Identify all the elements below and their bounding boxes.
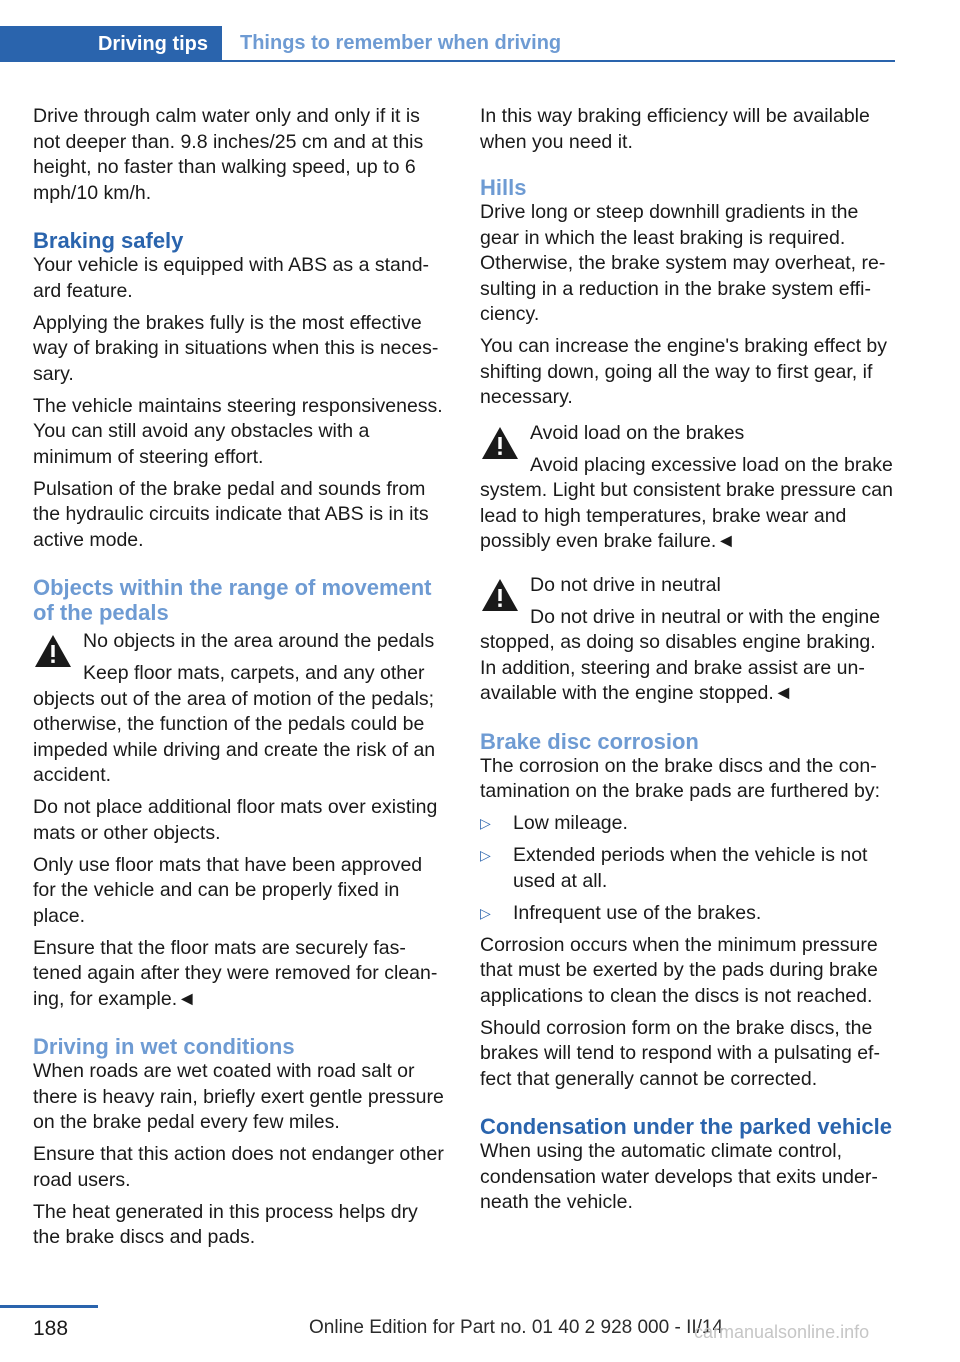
paragraph: Should corrosion form on the brake discs, the brakes will tend to respond with a pulsating effect that generally cannot be corrected. (480, 1016, 880, 1090)
triangle-bullet-icon: ▷ (480, 904, 491, 921)
heading-braking-safely: Braking safely (33, 228, 184, 253)
corrosion-list (480, 811, 895, 926)
warning-body: Do not drive in neutral or with the engine stopped, as doing so disables engine braking. In addition, steering and brake assist are unavailable with the engine stopped.◄ (480, 605, 881, 704)
watermark: carmanualsonline.info (694, 1322, 870, 1342)
paragraph: Ensure that the floor mats are securely fastened again after they were removed for cleaning, for example.◄ (33, 936, 438, 1010)
warning-title: Avoid load on the brakes (530, 421, 745, 444)
paragraph: The corrosion on the brake discs and the contamination on the brake pads are furthered by: (480, 754, 880, 802)
paragraph: Only use floor mats that have been approved for the vehicle and can be properly fixed in place. (33, 853, 423, 927)
warning-body: Avoid placing excessive load on the brake system. Light but consistent brake pressure can lead to high temperatures, brake wear and possibly even brake failure.◄ (480, 453, 893, 552)
warning-neutral (480, 573, 895, 707)
footer-rule (0, 1305, 98, 1308)
heading-hills: Hills (480, 175, 527, 200)
warning-body: Keep floor mats, carpets, and any other objects out of the area of motion of the pedals; otherwise, the function of the pedals could be impeded while driving and create the risk of an accident. (33, 662, 436, 786)
triangle-bullet-icon: ▷ (480, 847, 491, 863)
paragraph: Drive long or steep downhill gradients in the gear in which the least braking is required. Otherwise, the brake system may overheat, resulting in a reduction in the brake system efficiency. (480, 201, 886, 325)
paragraph: Your vehicle is equipped with ABS as a standard feature. (33, 254, 430, 302)
warning-title: No objects in the area around the pedals (83, 630, 435, 652)
warning-triangle-icon (480, 577, 520, 613)
paragraph: Ensure that this action does not endanger other road users. (33, 1143, 444, 1191)
list-item: ▷ Extended periods when the vehicle is not used at all. (480, 844, 868, 892)
warning-title: Do not drive in neutral (530, 573, 721, 596)
warning-triangle-icon (480, 425, 520, 461)
right-column (480, 104, 895, 1222)
edition-note: Online Edition for Part no. 01 40 2 928 000 - II/14 (309, 1317, 724, 1338)
heading-condensation: Condensation under the parked vehicle (480, 1114, 892, 1139)
paragraph: The vehicle maintains steering responsiveness. You can still avoid any obstacles with a minimum of steering effort. (33, 394, 443, 468)
page-number: 188 (33, 1317, 69, 1340)
warning-brake-load (480, 421, 895, 555)
section-tab: Driving tips (0, 26, 222, 62)
paragraph: When using the automatic climate control, condensation water develops that exits underneath the vehicle. (480, 1140, 878, 1213)
header-rule (222, 60, 895, 62)
list-item: ▷ Low mileage. (480, 811, 895, 837)
heading-brake-disc-corrosion: Brake disc corrosion (480, 728, 699, 754)
water-paragraph: Drive through calm water only and only if it is not deeper than. 9.8 inches/25 cm and at this height, no faster than walking speed, up to 6 mph/10 km/h. (33, 105, 424, 204)
paragraph: Corrosion occurs when the minimum pressure that must be exerted by the pads during brake applications to clean the discs is not reached. (480, 933, 878, 1007)
efficiency-paragraph: In this way braking efficiency will be available when you need it. (480, 105, 870, 153)
topic-title: Things to remember when driving (240, 32, 562, 54)
left-column (33, 104, 448, 1257)
heading-wet-conditions: Driving in wet conditions (33, 1034, 295, 1059)
paragraph: Do not place additional floor mats over existing mats or other objects. (33, 796, 438, 844)
paragraph: Pulsation of the brake pedal and sounds from the hydraulic circuits indicate that ABS is in its active mode. (33, 477, 429, 551)
warning-pedals (33, 629, 448, 789)
page-header (0, 26, 895, 62)
list-item: ▷ Infrequent use of the brakes. (480, 901, 895, 927)
paragraph: You can increase the engine's braking effect by shifting down, going all the way to first gear, if necessary. (480, 335, 888, 408)
paragraph: The heat generated in this process helps dry the brake discs and pads. (33, 1200, 418, 1248)
paragraph: Applying the brakes fully is the most effective way of braking in situations when this is necessary. (33, 311, 439, 385)
heading-pedals: Objects within the range of movement of the pedals (33, 575, 432, 625)
paragraph: When roads are wet coated with road salt or there is heavy rain, briefly exert gentle pressure on the brake pedal every few miles. (33, 1060, 444, 1133)
triangle-bullet-icon: ▷ (480, 815, 491, 831)
warning-triangle-icon (33, 633, 73, 669)
